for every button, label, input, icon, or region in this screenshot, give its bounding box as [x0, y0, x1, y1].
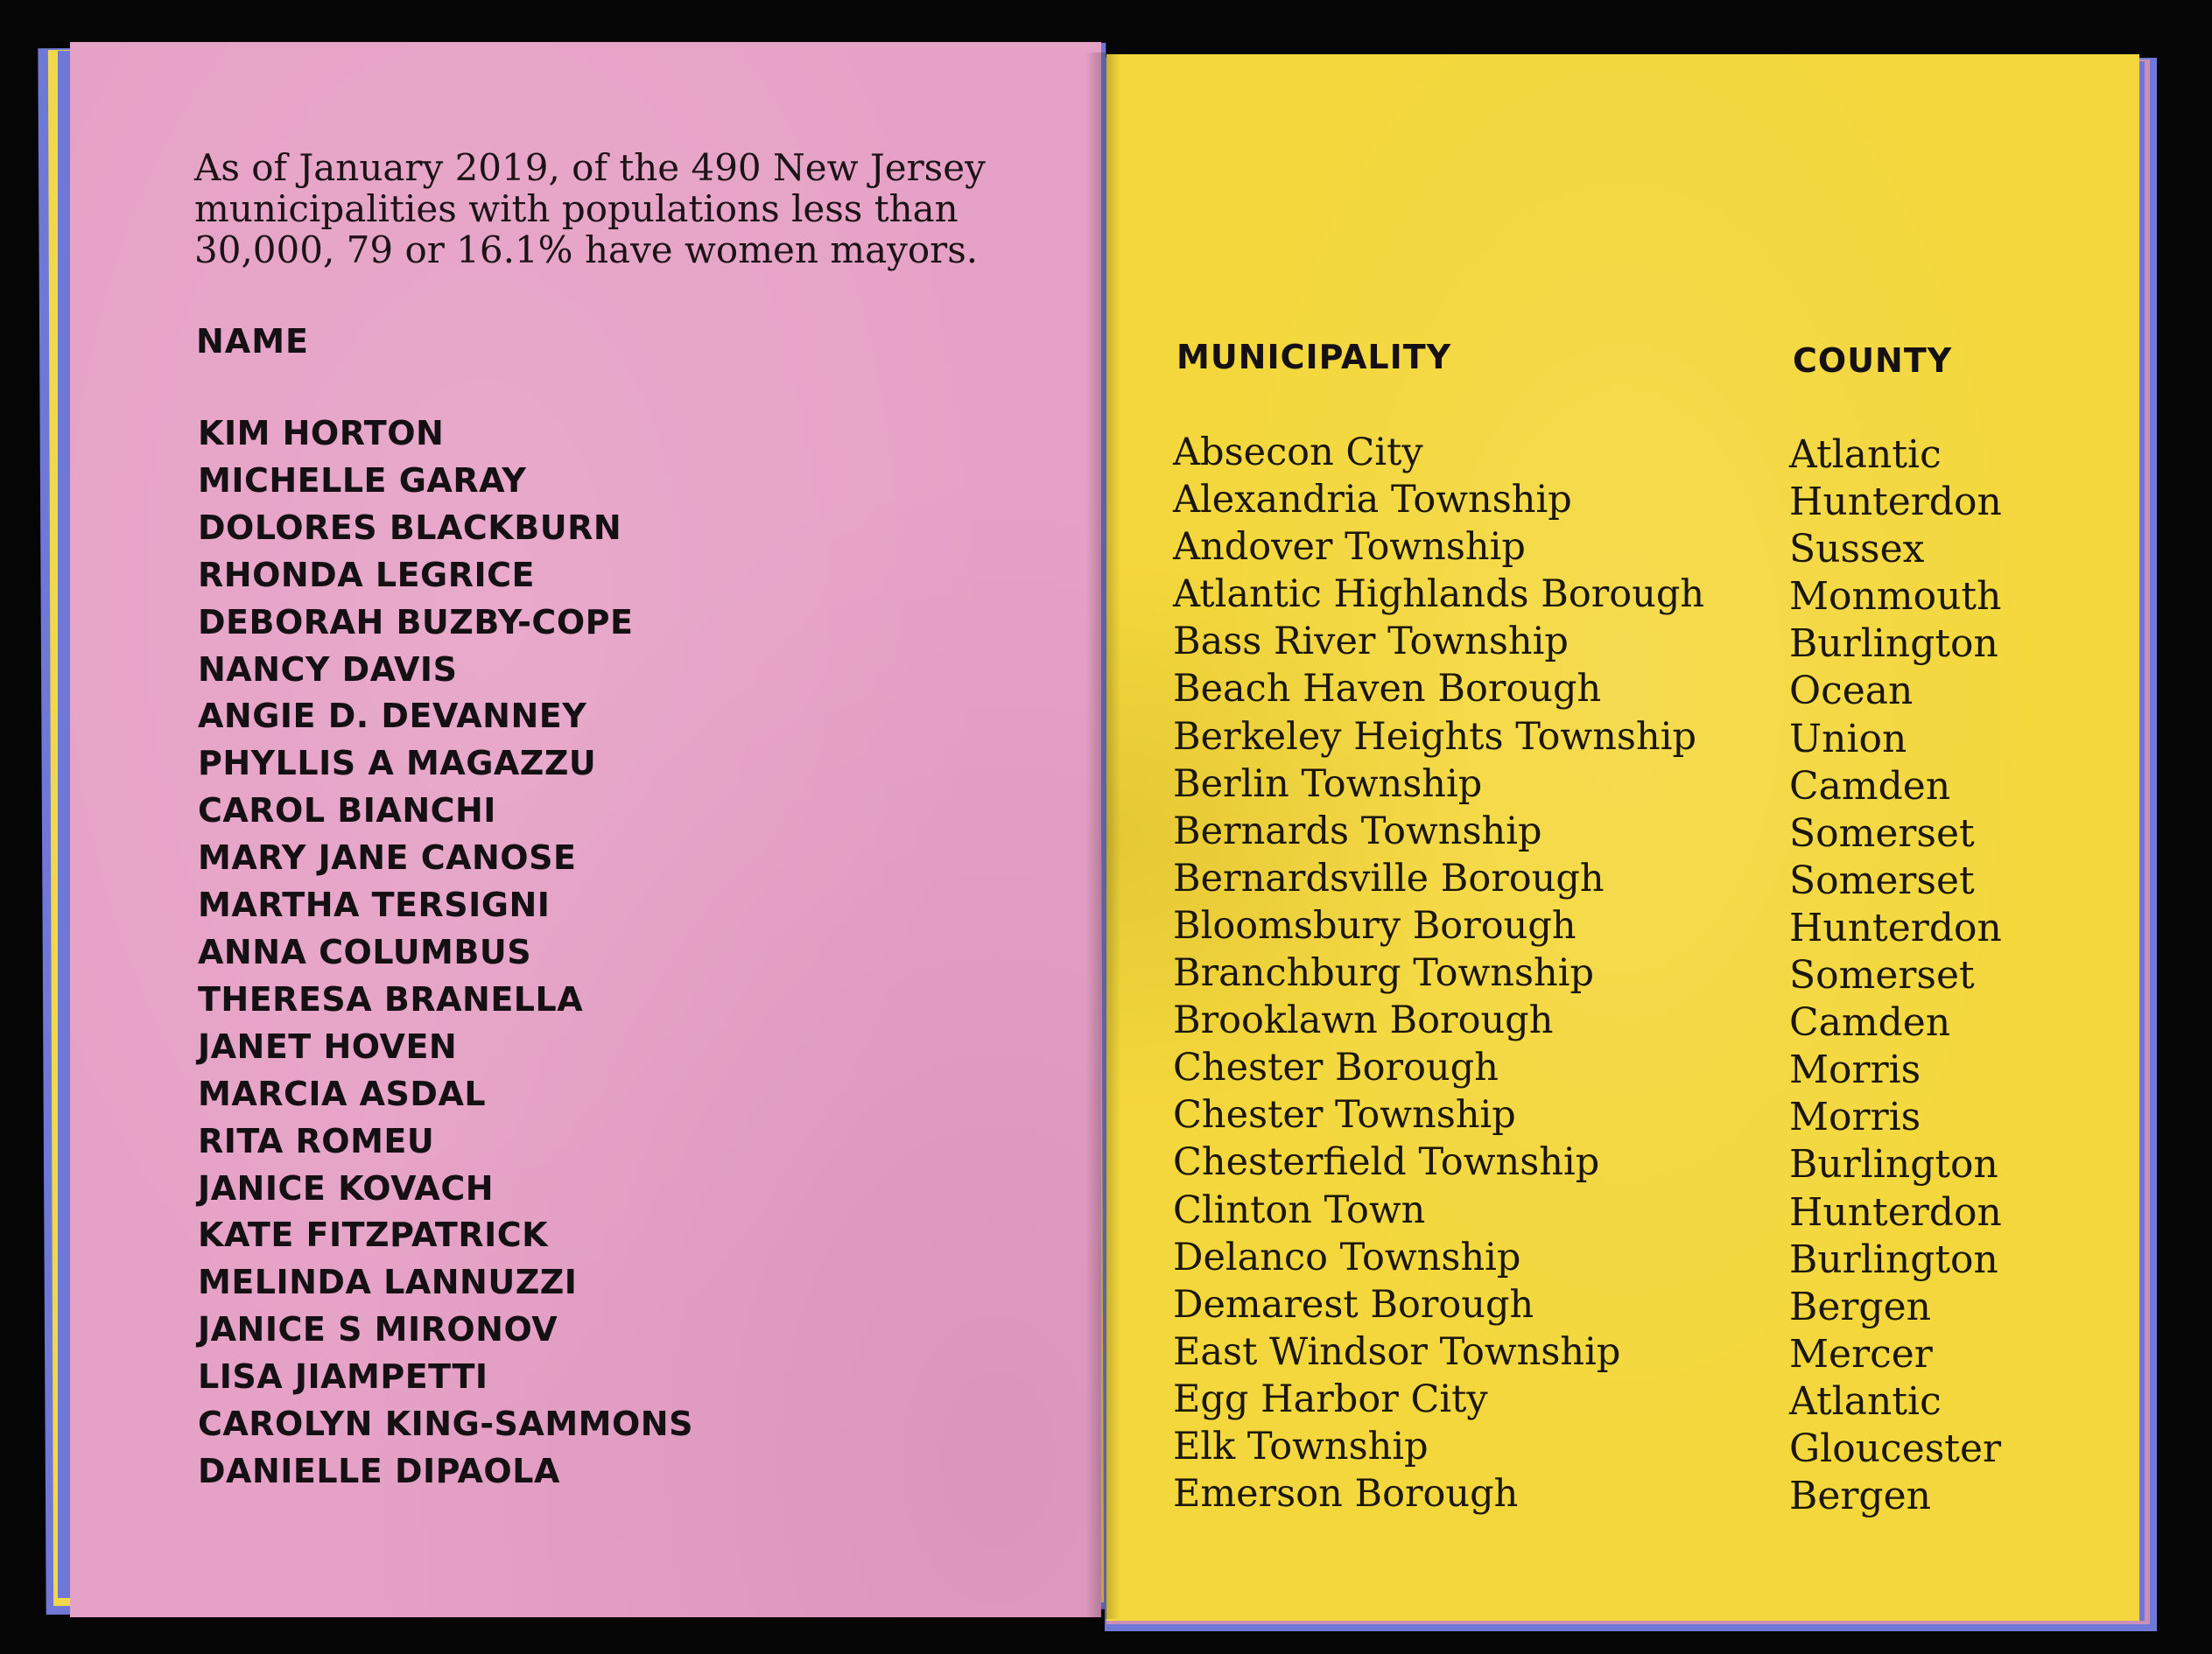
municipality-item: Chesterfield Township [1173, 1140, 1600, 1185]
mayor-name: JANICE KOVACH [198, 1168, 495, 1208]
municipality-item: Emerson Borough [1173, 1472, 1519, 1517]
county-item: Somerset [1789, 858, 1975, 903]
mayor-name: ANGIE D. DEVANNEY [198, 697, 587, 736]
county-item: Hunterdon [1789, 480, 2002, 525]
municipality-item: Chester Borough [1173, 1046, 1499, 1090]
mayor-names-list [198, 410, 693, 1496]
county-item: Mercer [1789, 1331, 1933, 1377]
mayor-name: MELINDA LANNUZZI [198, 1263, 578, 1302]
municipality-item: Bernardsville Borough [1173, 856, 1605, 901]
county-item: Gloucester [1789, 1426, 2002, 1471]
name-column-header: NAME [196, 322, 309, 361]
municipality-item: Egg Harbor City [1173, 1377, 1488, 1421]
mayor-name: JANICE S MIRONOV [198, 1310, 558, 1349]
municipality-list [1173, 429, 1704, 1517]
mayor-name: DEBORAH BUZBY-COPE [198, 602, 634, 641]
municipality-item: Absecon City [1173, 431, 1423, 474]
mayor-name: THERESA BRANELLA [198, 979, 584, 1019]
county-item: Hunterdon [1789, 905, 2002, 950]
municipality-item: Brooklawn Borough [1173, 999, 1554, 1043]
municipality-item: Bernards Township [1173, 809, 1542, 853]
county-item: Morris [1789, 1048, 1921, 1093]
county-item: Monmouth [1789, 574, 2002, 620]
mayor-name: CAROLYN KING-SAMMONS [198, 1405, 693, 1444]
mayor-name: MARY JANE CANOSE [198, 838, 577, 878]
county-item: Ocean [1789, 669, 1914, 714]
mayor-name: JANET HOVEN [198, 1027, 458, 1066]
municipality-item: Andover Township [1173, 525, 1526, 570]
municipality-item: Elk Township [1173, 1424, 1429, 1468]
municipality-item: Beach Haven Borough [1173, 667, 1602, 711]
county-item: Burlington [1789, 621, 1998, 667]
county-item: Bergen [1789, 1474, 1931, 1519]
county-column-header: COUNTY [1793, 341, 1953, 380]
municipality-item: Delanco Township [1173, 1235, 1521, 1279]
municipality-item: Bloomsbury Borough [1173, 903, 1576, 948]
mayor-name: NANCY DAVIS [198, 649, 458, 689]
municipality-item: Atlantic Highlands Borough [1173, 572, 1705, 617]
mayor-name: KIM HORTON [198, 414, 445, 452]
municipality-item: Demarest Borough [1173, 1282, 1534, 1327]
municipality-item: East Windsor Township [1173, 1329, 1621, 1374]
municipality-item: Bass River Township [1173, 620, 1569, 664]
county-item: Burlington [1789, 1237, 1998, 1282]
county-item: Atlantic [1789, 1378, 1942, 1424]
county-list [1789, 431, 2002, 1520]
book-gutter [1085, 53, 1120, 1619]
county-item: Bergen [1789, 1284, 1931, 1329]
municipality-column-header: MUNICIPALITY [1176, 338, 1452, 376]
county-item: Somerset [1789, 810, 1975, 856]
intro-paragraph: As of January 2019, of the 490 New Jersey municipalities with populations less than 30,000, 79 or 16.1% have women mayors. [194, 146, 986, 271]
municipality-item: Clinton Town [1173, 1188, 1426, 1232]
county-item: Somerset [1789, 953, 1975, 999]
municipality-item: Alexandria Township [1173, 478, 1572, 522]
mayor-name: KATE FITZPATRICK [198, 1216, 549, 1255]
mayor-name: ANNA COLUMBUS [198, 932, 532, 971]
county-item: Hunterdon [1789, 1189, 2002, 1235]
mayor-name: MARCIA ASDAL [198, 1074, 487, 1113]
municipality-item: Branchburg Township [1173, 951, 1594, 996]
county-item: Burlington [1789, 1142, 1998, 1188]
municipality-item: Berkeley Heights Township [1173, 714, 1696, 759]
mayor-name: MARTHA TERSIGNI [198, 886, 551, 925]
mayor-name: MICHELLE GARAY [198, 460, 527, 500]
mayor-name: RITA ROMEU [198, 1121, 435, 1160]
mayor-name: LISA JIAMPETTI [198, 1357, 488, 1397]
county-item: Morris [1789, 1095, 1921, 1140]
mayor-name: RHONDA LEGRICE [198, 555, 535, 594]
county-item: Union [1789, 716, 1907, 761]
mayor-name: CAROL BIANCHI [198, 791, 496, 831]
county-item: Camden [1789, 1000, 1951, 1046]
mayor-name: DOLORES BLACKBURN [198, 508, 622, 547]
mayor-name: DANIELLE DIPAOLA [198, 1451, 560, 1490]
municipality-item: Berlin Township [1173, 761, 1483, 806]
mayor-name: PHYLLIS A MAGAZZU [198, 744, 597, 783]
county-item: Camden [1789, 763, 1951, 809]
municipality-item: Chester Township [1173, 1093, 1516, 1138]
county-item: Sussex [1789, 527, 1925, 572]
county-item: Atlantic [1789, 432, 1942, 477]
